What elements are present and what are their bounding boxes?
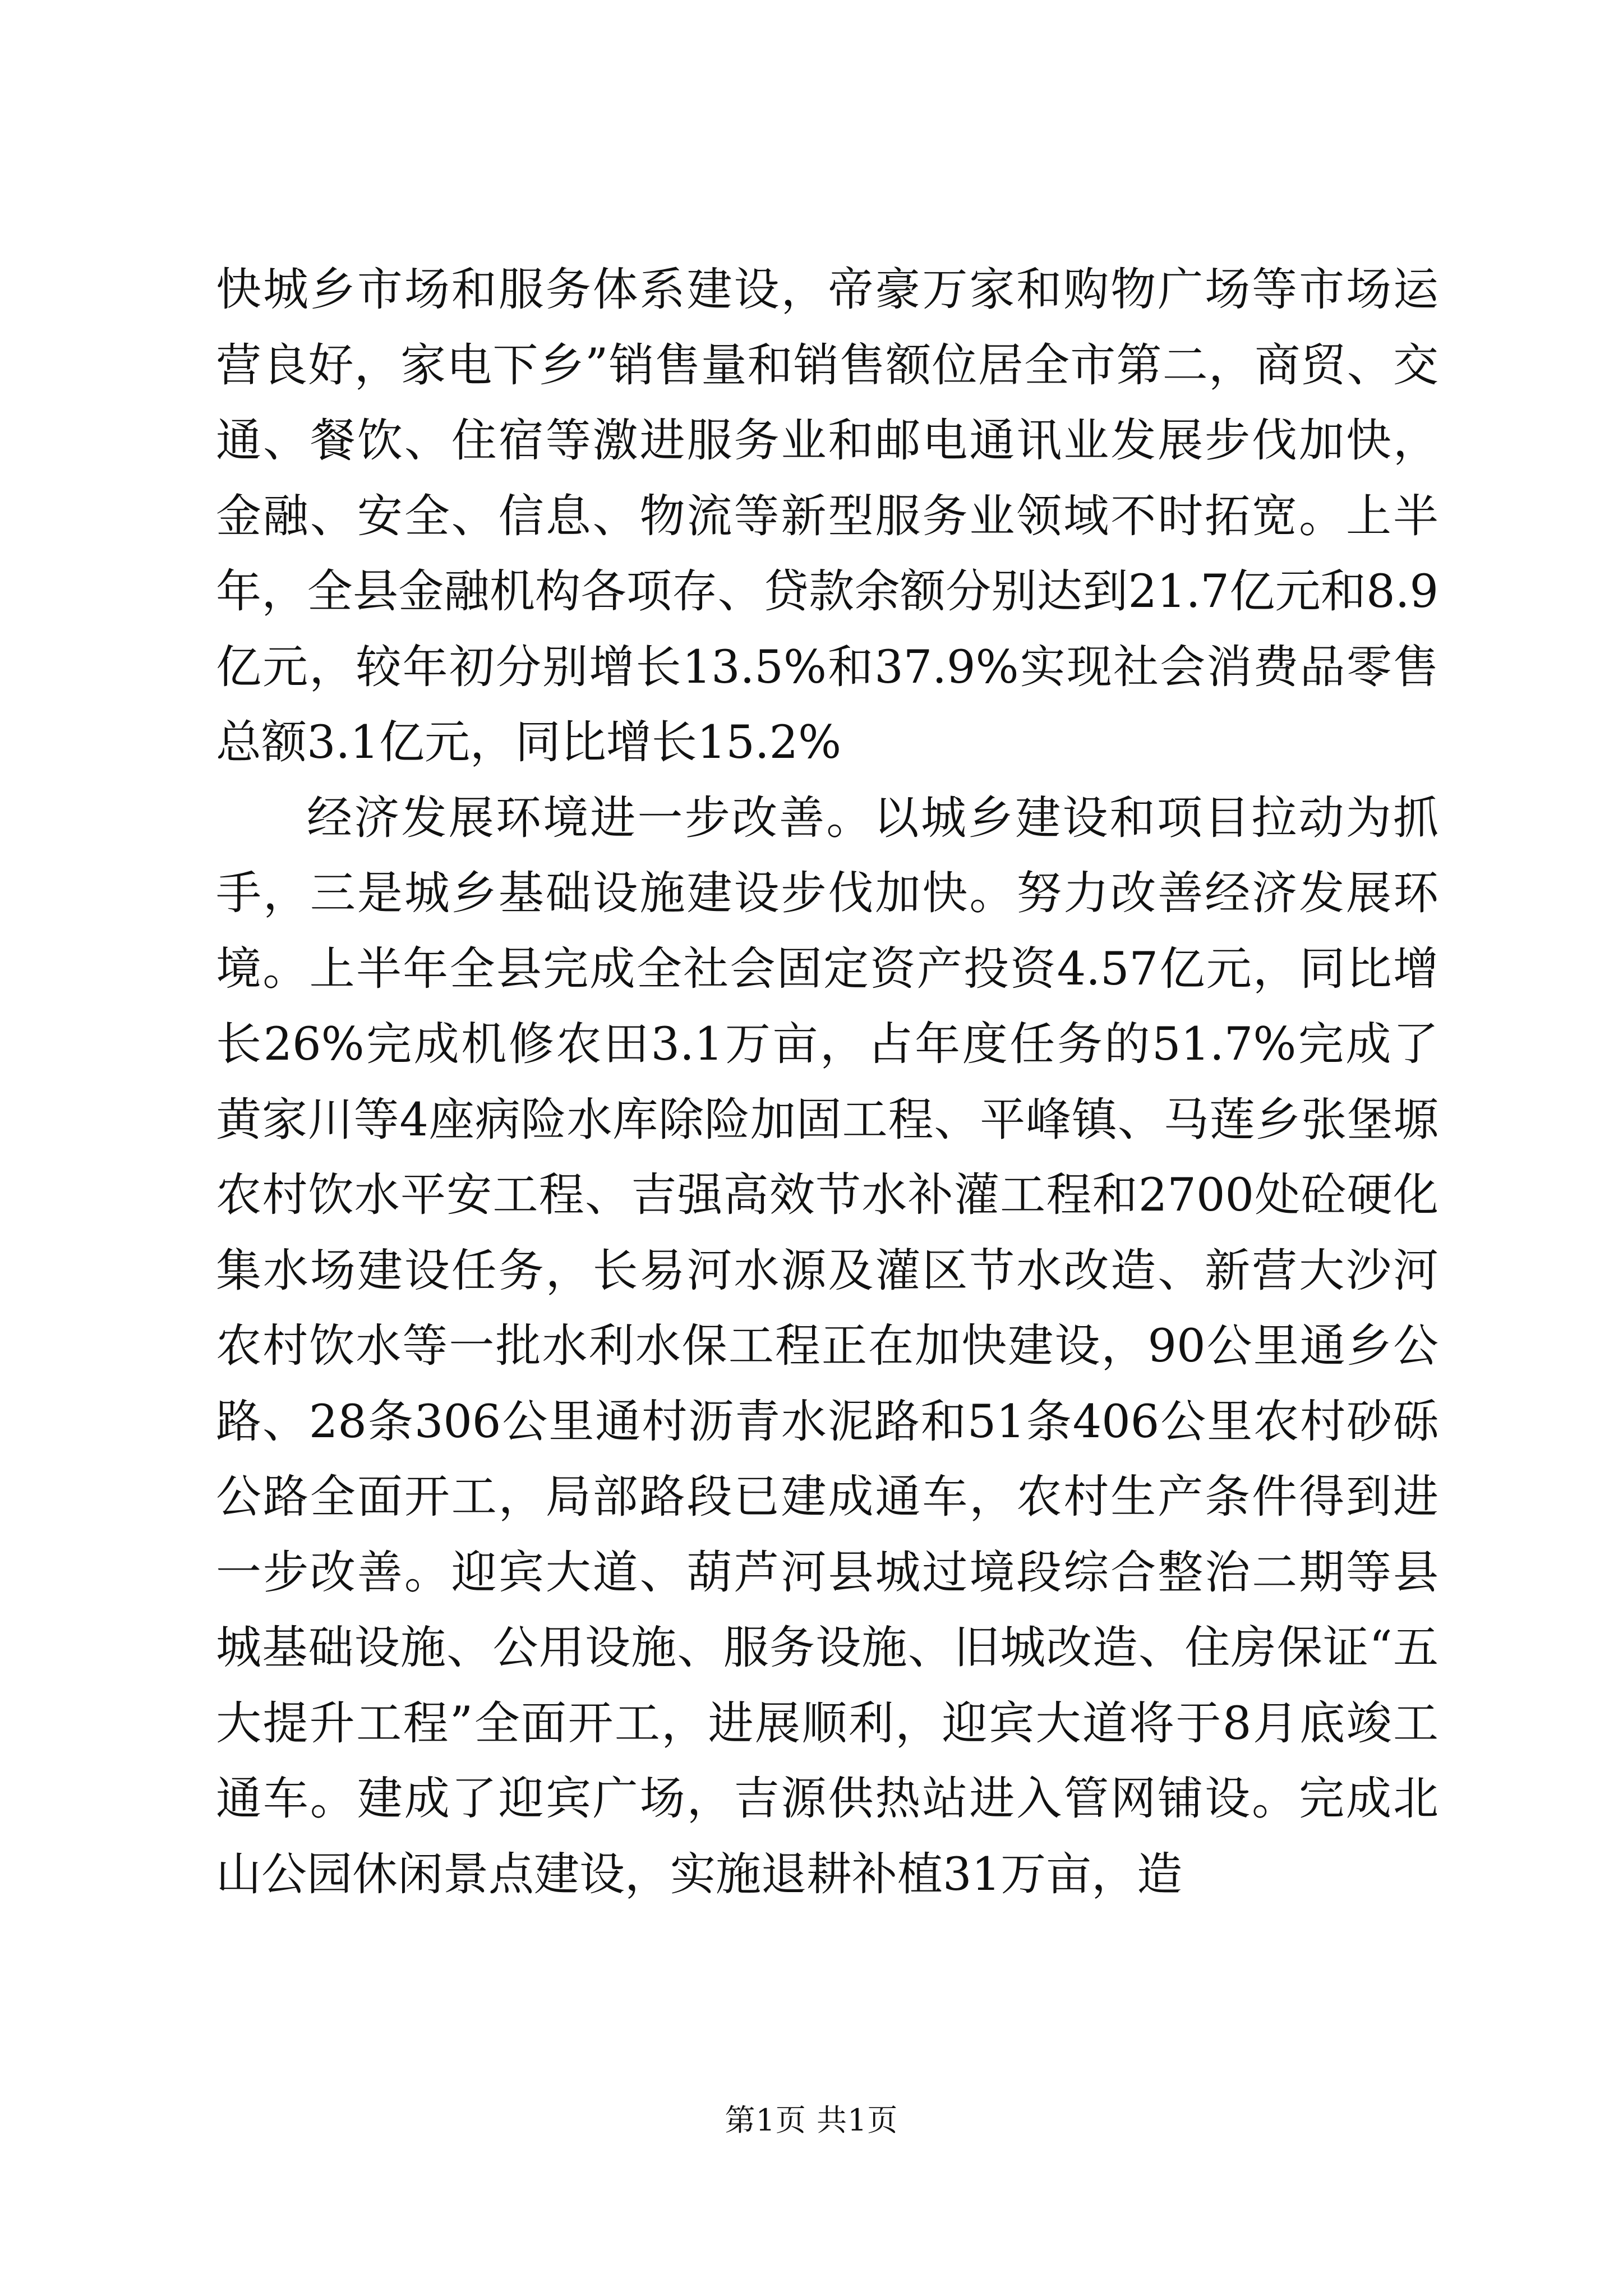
paragraph-infrastructure: 经济发展环境进一步改善。以城乡建设和项目拉动为抓手，三是城乡基础设施建设步伐加快。努力改善经济发展环境。上半年全县完成全社会固定资产投资4.57亿元，同比增长26%完成机修农田3.1万亩，占年度任务的51.7%完成了黄家川等4座病险水库除险加固工程、平峰镇、马莲乡张堡塬农村饮水平安工程、吉强高效节水补灌工程和2700处砼硬化集水场建设任务，长易河水源及灌区节水改造、新营大沙河农村饮水等一批水利水保工程正在加快建设，90公里通乡公路、28条306公里通村沥青水泥路和51条406公里农村砂砾公路全面开工，局部路段已建成通车，农村生产条件得到进一步改善。迎宾大道、葫芦河县城过境段综合整治二期等县城基础设施、公用设施、服务设施、旧城改造、住房保证“五大提升工程”全面开工，进展顺利，迎宾大道将于8月底竣工通车。建成了迎宾广场，吉源供热站进入管网铺设。完成北山公园休闲景点建设，实施退耕补植31万亩，造 (216, 792, 1438, 1901)
document-body (216, 252, 1438, 1912)
paragraph-commerce-finance: 快城乡市场和服务体系建设，帝豪万家和购物广场等市场运营良好，家电下乡”销售量和销售额位居全市第二，商贸、交通、餐饮、住宿等激进服务业和邮电通讯业发展步伐加快，金融、安全、信息、物流等新型服务业领域不时拓宽。上半年，全县金融机构各项存、贷款余额分别达到21.7亿元和8.9亿元，较年初分别增长13.5%和37.9%实现社会消费品零售总额3.1亿元，同比增长15.2% (216, 264, 1438, 769)
page-footer (0, 2101, 1623, 2140)
page-number-label: 第1页 共1页 (725, 2102, 898, 2138)
